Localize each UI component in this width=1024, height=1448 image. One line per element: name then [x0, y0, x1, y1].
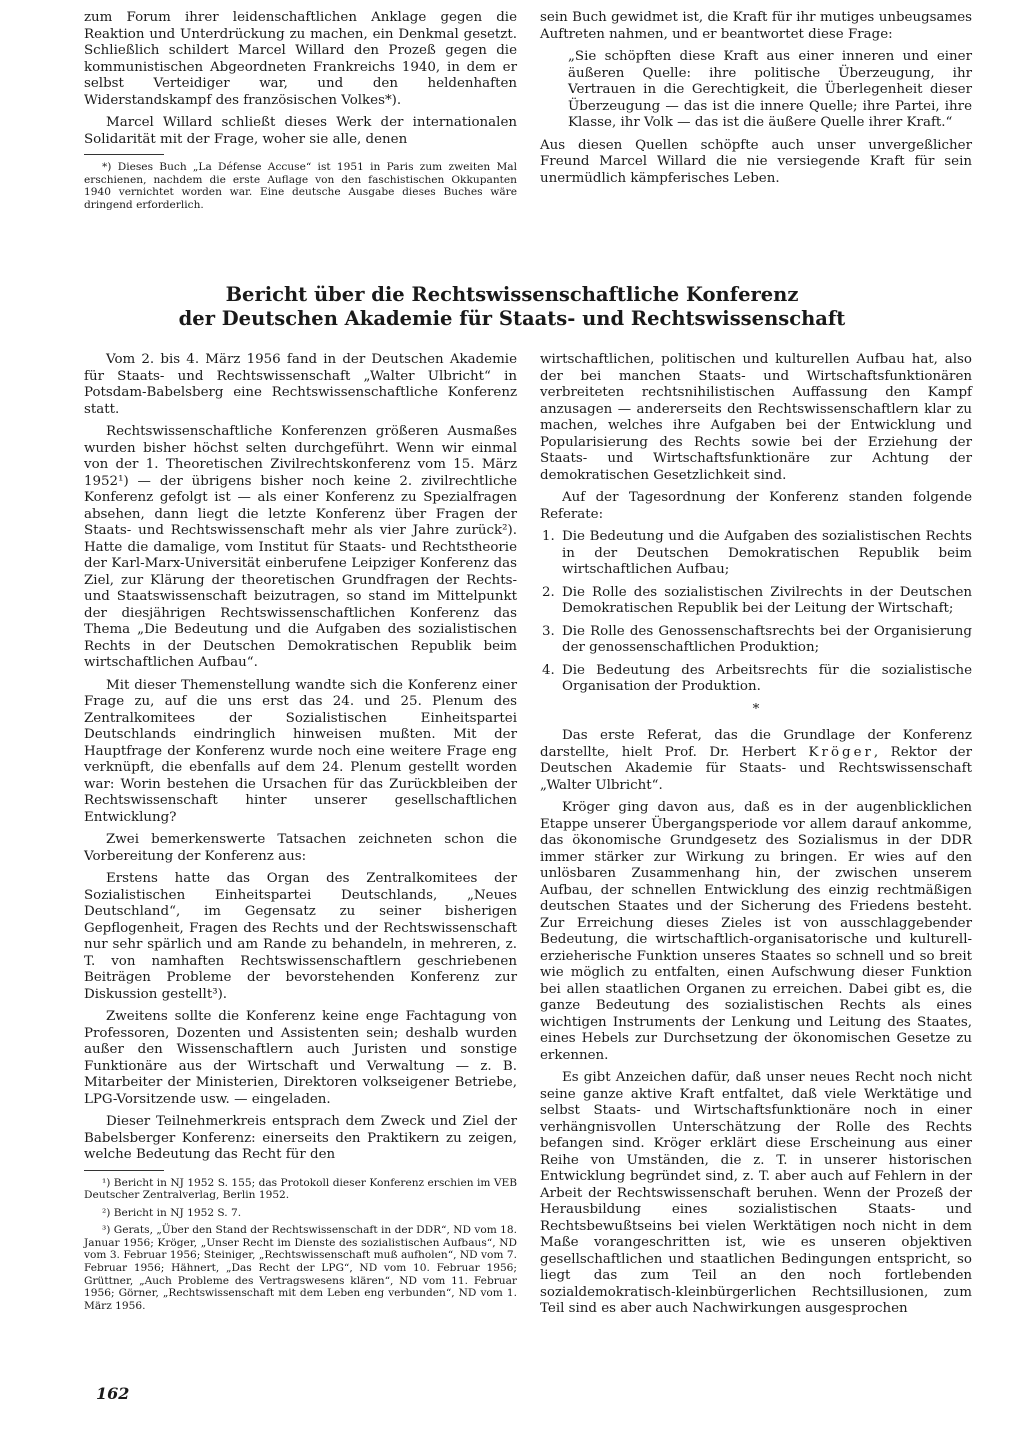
article-paragraph: Mit dieser Themenstellung wandte sich die Konferenz einer Frage zu, auf die uns erst das 24. und 25. Plenum des Zentralkomitees der Sozialistischen Einheitspartei Deutschlands eindringlich hinweisen mußten. Mit der Hauptfrage der Konferenz wurde noch eine weitere Frage eng verknüpft, die ebenfalls auf dem 24. Plenum gestellt worden war: Worin bestehen die Ursachen für das Zurückbleiben der Rechtswissenschaft hinter unserer gesellschaftlichen Entwicklung?	[84, 677, 517, 825]
list-item: 1. Die Bedeutung und die Aufgaben des sozialistischen Rechts in der Deutschen Demokratischen Republik beim wirtschaftlichen Aufbau;	[542, 529, 972, 577]
footnote: ²) Bericht in NJ 1952 S. 7.	[102, 1206, 242, 1219]
article-right-column	[540, 352, 972, 1324]
article-paragraph: Zweitens sollte die Konferenz keine enge Fachtagung von Professoren, Dozenten und Assistenten sein; deshalb wurden außer den Wissenschaftlern auch Juristen und sonstige Funktionäre aus der Wirtschaft und Verwaltung — z. B. Mitarbeiter der Ministerien, Direktoren volkseigener Betriebe, LPG-Vorsitzende usw. — eingeladen.	[84, 1009, 517, 1107]
top-right-column	[540, 10, 972, 193]
list-item: 2. Die Rolle des sozialistischen Zivilrechts in der Deutschen Demokratischen Republik bei der Leitung der Wirtschaft;	[542, 584, 972, 616]
page-number: 162	[96, 1384, 130, 1403]
referate-list	[540, 529, 972, 696]
article-paragraph: Rechtswissenschaftliche Konferenzen größeren Ausmaßes wurden bisher höchst selten durchgeführt. Wenn wir einmal von der 1. Theoretischen Zivilrechtskonferenz vom 15. März 1952¹) — der übrigens bisher noch keine 2. zivilrechtliche Konferenz gefolgt ist — als einer Konferenz zu Spezialfragen absehen, dann liegt die letzte Konferenz über Fragen der Staats- und Rechtswissenschaft mehr als vier Jahre zurück²). Hatte die damalige, vom Institut für Staats- und Rechtstheorie der Karl-Marx-Universität einberufene Leipziger Konferenz das Ziel, zur Klärung der theoretischen Grundfragen der Rechts- und Staatswissenschaft beizutragen, so stand im Mittelpunkt der diesjährigen Rechtswissenschaftlichen Konferenz das Thema „Die Bedeutung und die Aufgaben des sozialistischen Rechts in der Deutschen Demokratischen Republik beim wirtschaftlichen Aufbau“.	[84, 424, 517, 670]
article-left-column	[84, 352, 517, 1317]
article-paragraph: Auf der Tagesordnung der Konferenz standen folgende Referate:	[540, 490, 972, 522]
top-left-paragraph: Marcel Willard schließt dieses Werk der internationalen Solidarität mit der Frage, woher sie alle, denen	[84, 115, 517, 147]
article-title-line-2: der Deutschen Akademie für Staats- und Rechtswissenschaft	[178, 307, 846, 330]
footnote-block	[84, 161, 517, 211]
footnote: ¹) Bericht in NJ 1952 S. 155; das Protokoll dieser Konferenz erschien im VEB Deutscher Zentralverlag, Berlin 1952.	[84, 1176, 517, 1202]
quotation: „Sie schöpften diese Kraft aus einer inneren und einer äußeren Quelle: ihre politische Überzeugung, ihr Vertrauen in die Gerechtigkeit, die Überlegenheit dieser Überzeugung — das ist die innere Quelle; ihre Partei, ihre Klasse, ihr Volk — das ist die äußere Quelle ihrer Kraft.“	[568, 49, 972, 130]
footnotes	[84, 1177, 517, 1313]
footnote: ³) Gerats, „Über den Stand der Rechtswissenschaft in der DDR“, ND vom 18. Januar 1956; Kröger, „Unser Recht im Dienste des sozialistischen Aufbaus“, ND vom 3. Februar 1956; Steiniger, „Rechtswissenschaft muß aufholen“, ND vom 7. Februar 1956; Hähnert, „Das Recht der LPG“, ND vom 10. Februar 1956; Grüttner, „Auch Probleme des Vertragswesens klären“, ND vom 11. Februar 1956; Görner, „Rechtswissenschaft mit dem Leben eng verbunden“, ND vom 1. März 1956.	[84, 1224, 517, 1312]
article-paragraph: Vom 2. bis 4. März 1956 fand in der Deutschen Akademie für Staats- und Rechtswissenschaft „Walter Ulbricht“ in Potsdam-Babelsberg eine Rechtswissenschaftliche Konferenz statt.	[84, 352, 517, 417]
article-title	[150, 283, 874, 331]
list-item: 3. Die Rolle des Genossenschaftsrechts bei der Organisierung der genossenschaftlichen Produktion;	[542, 623, 972, 655]
top-right-paragraph: sein Buch gewidmet ist, die Kraft für ihr mutiges unbeugsames Auftreten nahmen, und er beantwortet diese Frage:	[540, 10, 972, 42]
article-paragraph: Kröger ging davon aus, daß es in der augenblicklichen Etappe unserer Übergangsperiode vor allem darauf ankomme, das ökonomische Grundgesetz des Sozialismus in der DDR immer stärker zur Wirkung zu bringen. Er wies auf den unlösbaren Zusammenhang hin, der zwischen unserem Aufbau, der schnellen Entwicklung des einzig rechtmäßigen deutschen Staates und der Sicherung des Friedens besteht. Zur Erreichung dieses Zieles ist von ausschlaggebender Bedeutung, die wirtschaftlich-organisatorische und kulturell-erzieherische Funktion unseres Staates so schnell und so breit wie möglich zu entfalten, einen Aufschwung dieser Funktion bei allen staatlichen Organen zu erreichen. Dabei gibt es, die ganze Bedeutung des sozialistischen Rechts als eines wichtigen Instruments der Lenkung und Leitung des Staates, eines Hebels zur Durchsetzung der ökonomischen Gesetze zu erkennen.	[540, 800, 972, 1063]
top-left-column	[84, 10, 517, 216]
article-paragraph: wirtschaftlichen, politischen und kulturellen Aufbau hat, also der bei manchen Staats- und Wirtschaftsfunktionären verbreiteten rechtsnihilistischen Auffassung den Kampf anzusagen — andererseits den Rechtswissenschaftlern klar zu machen, welches ihre Aufgaben bei der Entwicklung und Popularisierung des Rechts sowie bei der Erziehung der Staats- und Wirtschaftsfunktionäre zur Achtung der demokratischen Gesetzlichkeit sind.	[540, 352, 972, 483]
article-paragraph: Erstens hatte das Organ des Zentralkomitees der Sozialistischen Einheitspartei Deutschlands, „Neues Deutschland“, im Gegensatz zu seiner bisherigen Gepflogenheit, Fragen des Rechts und der Rechtswissenschaft nur sehr spärlich und am Rande zu behandeln, in mehreren, z. T. von namhaften Rechtswissenschaftlern geschriebenen Beiträgen Probleme der bevorstehenden Konferenz zur Diskussion gestellt³).	[84, 871, 517, 1002]
speaker-name: Kröger	[808, 744, 874, 760]
section-separator: *	[752, 701, 760, 717]
article-paragraph: Dieser Teilnehmerkreis entsprach dem Zweck und Ziel der Babelsberger Konferenz: einerseits den Praktikern zu zeigen, welche Bedeutung das Recht für den	[84, 1114, 517, 1162]
footnote: *) Dieses Buch „La Défense Accuse“ ist 1951 in Paris zum zweiten Mal erschienen, nachdem die erste Auflage von den faschistischen Okkupanten 1940 vernichtet worden war. Eine deutsche Ausgabe dieses Buches wäre dringend erforderlich.	[84, 161, 517, 211]
article-paragraph: Zwei bemerkenswerte Tatsachen zeichneten schon die Vorbereitung der Konferenz aus:	[84, 832, 517, 864]
article-paragraph: Es gibt Anzeichen dafür, daß unser neues Recht noch nicht seine ganze aktive Kraft entfaltet, daß viele Werktätige und selbst Staats- und Wirtschaftsfunktionäre noch in einer verhängnisvollen Unterschätzung der Rolle des Rechts befangen sind. Kröger erklärt diese Erscheinung aus einer Reihe von Umständen, die z. T. in unserer historischen Entwicklung begründet sind, z. T. aber auch auf Fehlern in der Arbeit der Rechtswissenschaft beruhen. Wenn der Prozeß der Herausbildung eines sozialistischen Staats- und Rechtsbewußtseins bei vielen Werktätigen noch nicht in dem Maße vorangeschritten ist, wie es unseren objektiven gesellschaftlichen und staatlichen Bedingungen entspricht, so liegt das zum Teil an den noch fortlebenden sozialdemokratisch-kleinbürgerlichen Rechtsillusionen, zum Teil sind es aber auch Nachwirkungen ausgesprochen	[540, 1070, 972, 1316]
article-title-line-1: Bericht über die Rechtswissenschaftliche Konferenz	[225, 283, 799, 306]
top-left-paragraph: zum Forum ihrer leidenschaftlichen Anklage gegen die Reaktion und Unterdrückung zu machen, ein Denkmal gesetzt. Schließlich schildert Marcel Willard den Prozeß gegen die kommunistischen Abgeordneten Frankreichs 1940, in dem er selbst Verteidiger war, und den heldenhaften Widerstandskampf des französischen Volkes*).	[84, 10, 517, 108]
article-paragraph: Das erste Referat, das die Grundlage der Konferenz darstellte, hielt Prof. Dr. Herbert Kröger, Rektor der Deutschen Akademie für Staats- und Rechtswissenschaft „Walter Ulbricht“.	[540, 728, 972, 793]
footnote-rule	[84, 154, 164, 155]
list-item: 4. Die Bedeutung des Arbeitsrechts für die sozialistische Organisation der Produktion.	[542, 662, 972, 694]
top-right-paragraph: Aus diesen Quellen schöpfte auch unser unvergeßlicher Freund Marcel Willard die nie versiegende Kraft für sein unermüdlich kämpferisches Leben.	[540, 137, 972, 186]
footnote-rule	[84, 1170, 164, 1171]
